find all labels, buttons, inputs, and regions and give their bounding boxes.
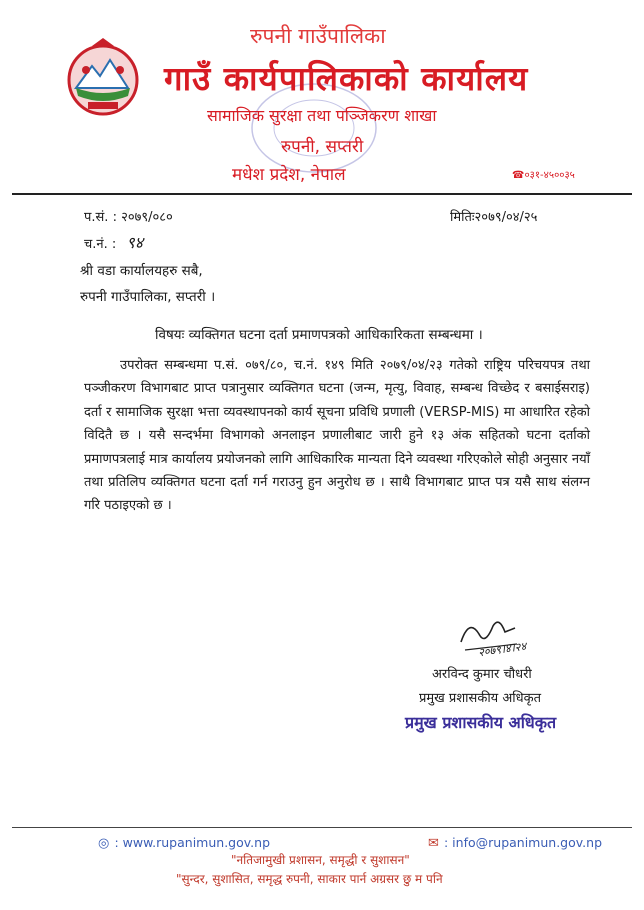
slogan-2: "सुन्दर, सुशासित, समृद्ध रुपनी, साकार पार्न अग्रसर छु म पनि: [176, 872, 443, 886]
globe-icon: ◎: [98, 836, 110, 851]
reference-value: २०७९/०८०: [121, 210, 173, 225]
nepal-emblem-logo: [62, 36, 144, 118]
handwritten-date: २०७९।४।२४: [477, 639, 528, 660]
body-paragraph: उपरोक्त सम्बन्धमा प.सं. ०७९/८०, च.नं. १४९ मिति २०७९/०४/२३ गतेको राष्ट्रिय परिचयपत्र तथा पञ्जीकरण विभागबाट प्राप्त पत्रानुसार व्यक्तिगत घटना (जन्म, मृत्यु, विवाह, सम्बन्ध विच्छेद र बसाईसराइ) दर्ता र सामाजिक सुरक्षा भत्ता व्यवस्थापनको कार्य सूचना प्रविधि प्रणाली (VERSP-MIS) मा आधारित रहेको विदितै छ । यसै सन्दर्भमा विभागको अनलाइन प्रणालीबाट जारी हुने १३ अंक सहितको घटना दर्ताको प्रमाणपत्रलाई मात्र कार्यालय प्रयोजनको लागि आधिकारिक मान्यता दिने व्यवस्था गरिएकोले सोही अनुसार नयाँ तथा प्रतिलिप व्यक्तिगत घटना दर्ता गर्न गराउनु हुन अनुरोध छ । साथै विभागबाट प्राप्त पत्र यसै साथ संलग्न गरि पठाइएको छ ।: [84, 358, 590, 514]
dispatch-label: च.नं. :: [84, 237, 117, 252]
signatory-name: अरविन्द कुमार चौधरी: [432, 667, 532, 682]
recipient-line-2: रुपनी गाउँपालिका, सप्तरी ।: [80, 289, 216, 305]
header-divider: [12, 193, 632, 195]
reference-label: प.सं. :: [84, 210, 117, 225]
office-title: गाउँ कार्यपालिकाको कार्यालय: [164, 59, 529, 98]
website-row: [98, 832, 270, 851]
section-name: सामाजिक सुरक्षा तथा पञ्जिकरण शाखा: [207, 106, 437, 125]
website-link[interactable]: : www.rupanimun.gov.np: [114, 835, 271, 850]
phone-number: ☎०३१-४५००३५: [512, 170, 575, 181]
dispatch-value: ९४: [126, 233, 144, 252]
footer-divider: [12, 827, 632, 828]
mail-icon: ✉: [428, 836, 439, 851]
office-location: रुपनी, सप्तरी: [281, 137, 364, 157]
municipality-name: रुपनी गाउँपालिका: [250, 24, 386, 48]
email-row: [428, 832, 602, 851]
letter-body: [84, 354, 590, 518]
recipient-line-1: श्री वडा कार्यालयहरु सबै,: [80, 263, 203, 279]
signatory-title: प्रमुख प्रशासकीय अधिकृत: [419, 691, 542, 706]
reference-number: [84, 207, 173, 225]
email-link[interactable]: : info@rupanimun.gov.np: [444, 835, 603, 850]
designation-stamp: प्रमुख प्रशासकीय अधिकृत: [405, 713, 557, 732]
letter-subject: विषयः व्यक्तिगत घटना दर्ता प्रमाणपत्रको आधिकारिकता सम्बन्धमा ।: [155, 327, 483, 343]
slogan-1: "नतिजामुखी प्रशासन, समृद्धी र सुशासन": [231, 853, 410, 867]
letter-date: मितिः२०७९/०४/२५: [450, 210, 538, 225]
province-country: मधेश प्रदेश, नेपाल: [232, 165, 346, 185]
dispatch-number: [84, 231, 143, 253]
